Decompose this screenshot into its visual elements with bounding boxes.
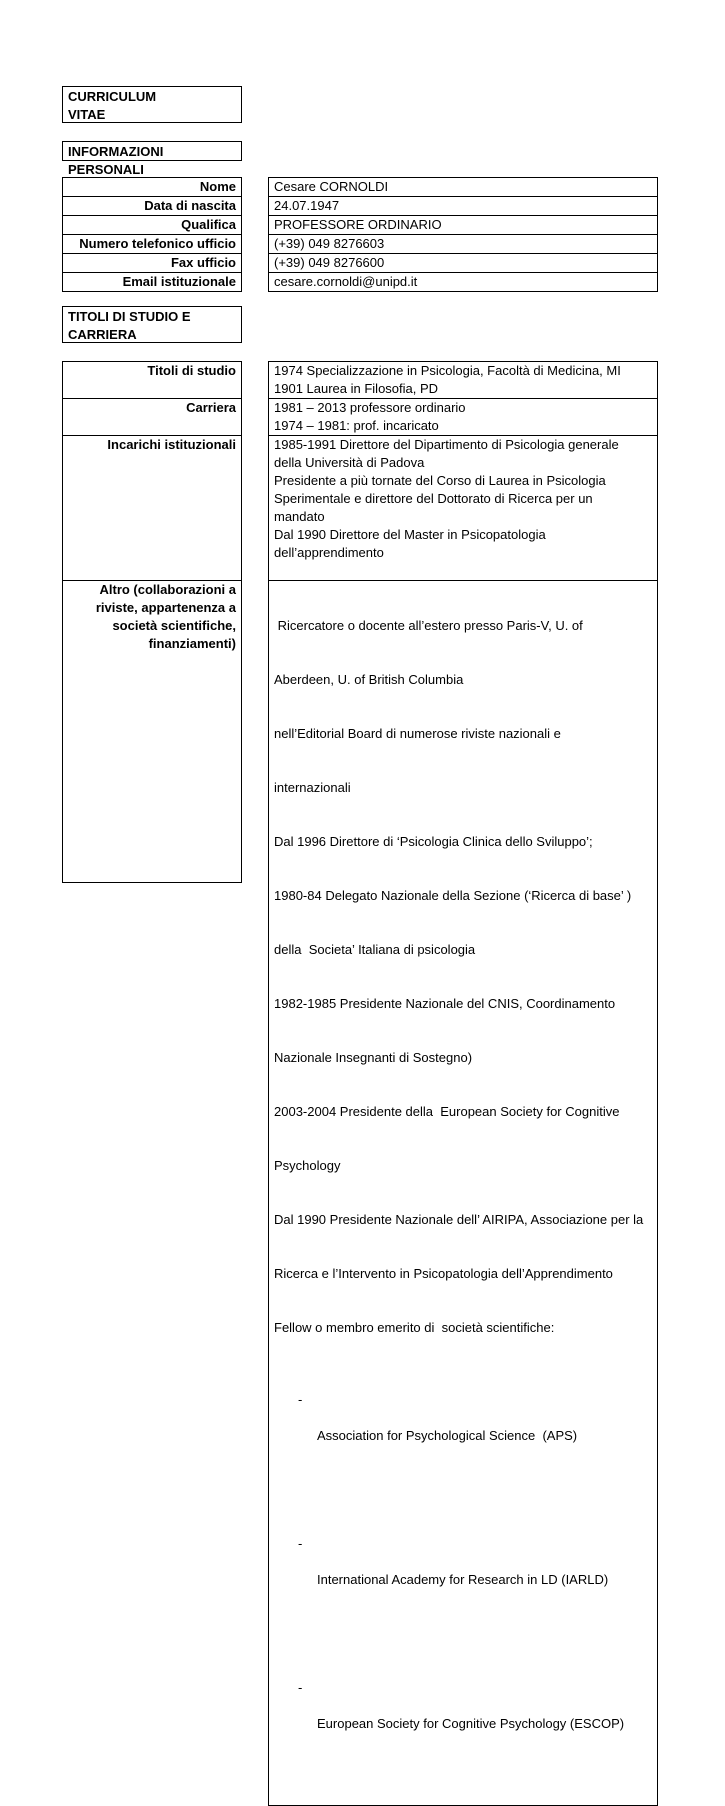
label-nome: Nome <box>63 178 242 197</box>
bullet-text-aps: Association for Psychological Science (APS) <box>317 1428 578 1443</box>
incarichi-line-6: Dal 1990 Direttore del Master in Psicopatologia <box>274 527 546 542</box>
carriera-line-1: 1981 – 2013 professore ordinario <box>274 400 466 415</box>
carriera-line-2: 1974 – 1981: prof. incaricato <box>274 418 439 433</box>
bullet-dash: - <box>298 1392 303 1407</box>
altro-line-6: 1980-84 Delegato Nazionale della Sezione (‘Ricerca di base’ ) <box>274 888 632 903</box>
list-item <box>274 1517 652 1625</box>
label-incarichi: Incarichi istituzionali <box>63 436 242 581</box>
label-altro-line-4: finanziamenti) <box>148 636 236 651</box>
list-item <box>274 1661 652 1769</box>
personal-labels-table <box>62 177 242 292</box>
altro-line-2: Aberdeen, U. of British Columbia <box>274 672 464 687</box>
studies-title-box <box>62 306 242 343</box>
list-item <box>274 1373 652 1481</box>
incarichi-line-7: dell’apprendimento <box>274 545 384 560</box>
incarichi-line-3: Presidente a più tornate del Corso di Laurea in Psicologia <box>274 473 606 488</box>
altro-line-13: Ricerca e l’Intervento in Psicopatologia dell’Apprendimento <box>274 1266 613 1281</box>
label-qualifica: Qualifica <box>63 216 242 235</box>
value-email: cesare.cornoldi@unipd.it <box>269 273 658 292</box>
label-altro-line-3: società scientifiche, <box>112 618 236 633</box>
cv-title-line-2: VITAE <box>68 107 106 122</box>
altro-line-11: Psychology <box>274 1158 341 1173</box>
altro-line-1: Ricercatore o docente all’estero presso Paris-V, U. of <box>274 618 583 633</box>
altro-line-9: Nazionale Insegnanti di Sostegno) <box>274 1050 473 1065</box>
value-qualifica: PROFESSORE ORDINARIO <box>269 216 658 235</box>
value-altro-cell <box>269 581 658 1806</box>
personal-values-table <box>268 177 658 292</box>
label-altro-cell <box>63 581 242 883</box>
altro-line-3: nell’Editorial Board di numerose riviste nazionali e <box>274 726 561 741</box>
bullet-dash: - <box>298 1680 303 1695</box>
value-titoli-cell <box>269 362 658 399</box>
label-altro-line-2: riviste, appartenenza a <box>95 600 236 615</box>
titoli-line-1: 1974 Specializzazione in Psicologia, Facoltà di Medicina, MI <box>274 363 621 378</box>
label-telefono: Numero telefonico ufficio <box>63 235 242 254</box>
cv-title-box <box>62 86 242 123</box>
label-carriera: Carriera <box>63 399 242 436</box>
bullet-dash: - <box>298 1536 303 1551</box>
studies-title-line-1: TITOLI DI STUDIO E <box>68 309 191 324</box>
bullet-text-iarld: International Academy for Research in LD (IARLD) <box>317 1572 609 1587</box>
altro-line-12: Dal 1990 Presidente Nazionale dell’ AIRIPA, Associazione per la <box>274 1212 644 1227</box>
altro-line-5: Dal 1996 Direttore di ‘Psicologia Clinica dello Sviluppo’; <box>274 834 593 849</box>
career-values-table <box>268 361 658 1806</box>
label-data-nascita: Data di nascita <box>63 197 242 216</box>
incarichi-line-2: della Università di Padova <box>274 455 425 470</box>
label-altro-line-1: Altro (collaborazioni a <box>99 582 236 597</box>
label-fax: Fax ufficio <box>63 254 242 273</box>
cv-title-line-1: CURRICULUM <box>68 89 157 104</box>
incarichi-line-1: 1985-1991 Direttore del Dipartimento di Psicologia generale <box>274 437 619 452</box>
altro-line-10: 2003-2004 Presidente della European Society for Cognitive <box>274 1104 620 1119</box>
label-email: Email istituzionale <box>63 273 242 292</box>
bullet-text-escop: European Society for Cognitive Psychology (ESCOP) <box>317 1716 625 1731</box>
label-titoli: Titoli di studio <box>63 362 242 399</box>
value-data-nascita: 24.07.1947 <box>269 197 658 216</box>
studies-title-line-2: CARRIERA <box>68 327 137 342</box>
altro-line-14: Fellow o membro emerito di società scientifiche: <box>274 1320 555 1335</box>
value-fax: (+39) 049 8276600 <box>269 254 658 273</box>
titoli-line-2: 1901 Laurea in Filosofia, PD <box>274 381 439 396</box>
incarichi-line-4: Sperimentale e direttore del Dottorato di Ricerca per un <box>274 491 593 506</box>
altro-line-7: della Societa’ Italiana di psicologia <box>274 942 476 957</box>
value-telefono: (+39) 049 8276603 <box>269 235 658 254</box>
altro-line-4: internazionali <box>274 780 351 795</box>
personal-info-title: INFORMAZIONI PERSONALI <box>68 144 164 177</box>
altro-line-8: 1982-1985 Presidente Nazionale del CNIS, Coordinamento <box>274 996 616 1011</box>
personal-info-title-box <box>62 141 242 177</box>
value-carriera-cell <box>269 399 658 436</box>
value-nome: Cesare CORNOLDI <box>269 178 658 197</box>
incarichi-line-5: mandato <box>274 509 325 524</box>
career-labels-table <box>62 361 242 883</box>
value-incarichi-cell <box>269 436 658 581</box>
